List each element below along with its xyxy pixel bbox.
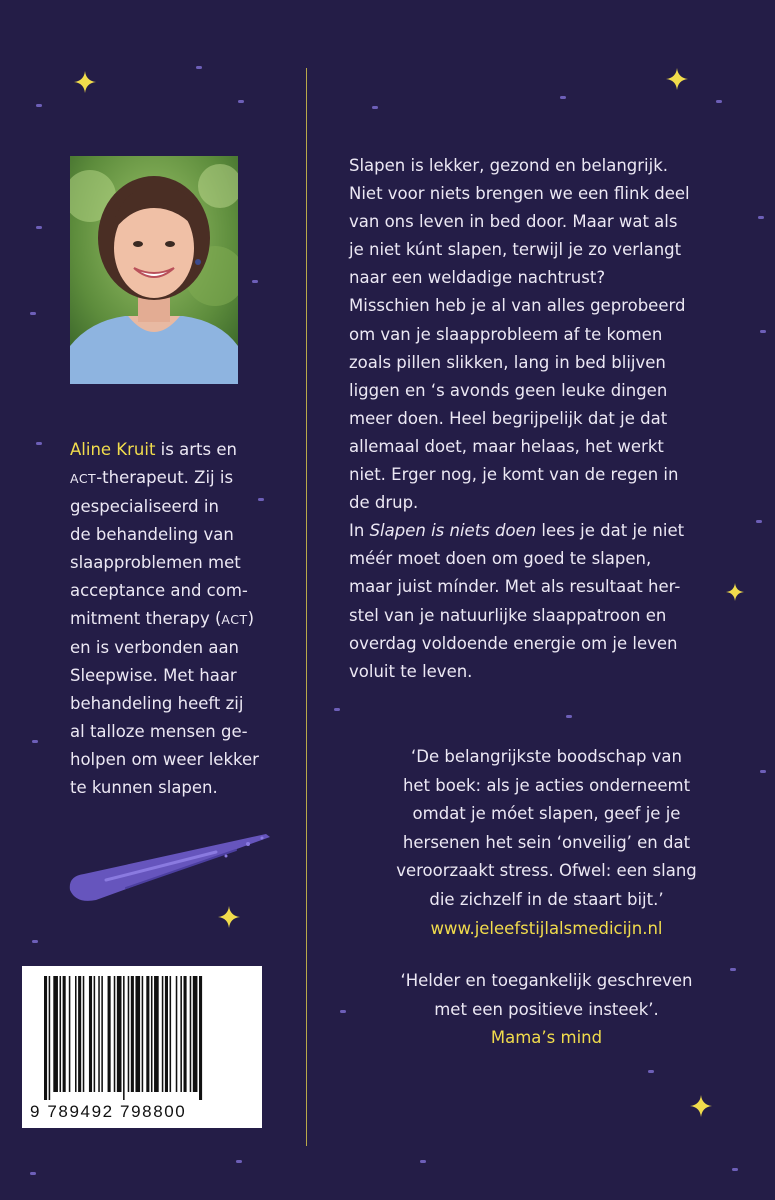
quote-source: Mama’s mind — [490, 1028, 603, 1048]
review-quote-1 — [349, 743, 744, 943]
bio-line: Sleepwise. Met haar — [70, 666, 237, 685]
sky-speck — [30, 1172, 36, 1175]
barcode-bar — [184, 976, 187, 1092]
sky-speck — [36, 104, 42, 107]
sky-speck — [236, 1160, 242, 1163]
author-name: Aline Kruit — [70, 440, 156, 459]
barcode-bar — [180, 976, 182, 1092]
barcode-bar — [78, 976, 81, 1092]
book-blurb — [349, 152, 744, 686]
blurb-line: Misschien heb je al van alles geprobeerd — [349, 296, 686, 316]
sky-speck — [30, 312, 36, 315]
blurb-line: je niet kúnt slapen, terwijl je zo verlangt — [349, 240, 682, 260]
bio-line: gespecialiseerd in — [70, 497, 219, 516]
blurb-line — [349, 517, 744, 545]
barcode-bar — [131, 976, 134, 1092]
sky-speck — [760, 330, 766, 333]
sky-speck — [32, 740, 38, 743]
blurb-line: naar een weldadige nachtrust? — [349, 268, 606, 288]
sky-speck — [420, 1160, 426, 1163]
barcode-bar — [44, 976, 47, 1100]
sky-speck — [238, 100, 244, 103]
blurb-line: overdag voldoende energie om je leven — [349, 633, 678, 653]
sparkle-star-icon — [218, 906, 240, 928]
blurb-line: maar juist mínder. Met als resultaat her- — [349, 577, 681, 597]
bio-line: acceptance and com- — [70, 581, 248, 600]
blurb-line: stel van je natuurlijke slaappatroon en — [349, 605, 667, 625]
blurb-line: om van je slaapprobleem af te komen — [349, 324, 663, 344]
barcode-bars — [22, 966, 262, 1100]
sky-speck — [732, 1168, 738, 1171]
bio-line: holpen om weer lekker — [70, 750, 259, 769]
bio-text: ) — [247, 609, 255, 628]
blurb-line: Niet voor niets brengen we een flink deel — [349, 184, 690, 204]
shooting-comet-icon — [66, 830, 278, 904]
blurb-line: Slapen is lekker, gezond en belangrijk. — [349, 156, 669, 175]
sky-speck — [566, 715, 572, 718]
barcode-bar — [135, 976, 140, 1092]
barcode-bar — [69, 976, 71, 1092]
quote-line: omdat je móet slapen, geef je je — [412, 804, 681, 824]
quote-line: die zichzelf in de staart bijt.’ — [429, 889, 664, 909]
barcode-bar — [49, 976, 51, 1100]
bio-line: de behandeling van — [70, 525, 234, 544]
isbn-barcode — [22, 966, 262, 1128]
quote-line: het boek: als je acties onderneemt — [402, 775, 691, 795]
barcode-bar — [94, 976, 96, 1092]
sky-speck — [560, 96, 566, 99]
blurb-paragraph-1 — [349, 152, 744, 517]
blurb-line: meer doen. Heel begrijpelijk dat je dat — [349, 408, 668, 428]
column-divider — [306, 68, 307, 1146]
quote-line: met een positieve insteek’. — [434, 999, 659, 1019]
sky-speck — [760, 770, 766, 773]
blurb-line: méér moet doen om goed te slapen, — [349, 549, 652, 569]
barcode-bar — [151, 976, 153, 1092]
barcode-bar — [193, 976, 198, 1092]
barcode-bar — [176, 976, 178, 1092]
quote-line: hersenen het sein ‘onveilig’ en dat — [402, 832, 691, 852]
barcode-bar — [199, 976, 202, 1100]
bio-line: al talloze mensen ge- — [70, 722, 248, 741]
barcode-bar — [117, 976, 122, 1092]
bio-text: -therapeut. Zij is — [96, 468, 234, 487]
barcode-bar — [123, 976, 125, 1100]
act-abbreviation: ACT — [70, 471, 97, 486]
blurb-line: allemaal doet, maar helaas, het werkt — [349, 436, 664, 456]
barcode-bar — [108, 976, 111, 1092]
barcode-bar — [53, 976, 58, 1092]
barcode-bar — [101, 976, 103, 1092]
sky-speck — [32, 940, 38, 943]
barcode-bar — [83, 976, 85, 1092]
barcode-bar — [128, 976, 130, 1092]
blurb-paragraph-2 — [349, 545, 744, 685]
bio-line — [70, 605, 280, 634]
bio-line — [70, 464, 280, 493]
sky-speck — [372, 106, 378, 109]
barcode-bar — [89, 976, 92, 1092]
book-title-italic: Slapen is niets doen — [369, 521, 537, 541]
barcode-bar — [165, 976, 168, 1092]
bio-line: te kunnen slapen. — [70, 778, 218, 797]
barcode-bar — [98, 976, 100, 1092]
barcode-bar — [154, 976, 159, 1092]
sky-speck — [196, 66, 202, 69]
sky-speck — [648, 1070, 654, 1073]
bio-text: mitment therapy ( — [70, 609, 222, 628]
blurb-line: van ons leven in bed door. Maar wat als — [349, 212, 678, 232]
blurb-line: liggen en ‘s avonds geen leuke dingen — [349, 380, 668, 400]
barcode-bar — [114, 976, 116, 1092]
sky-speck — [758, 216, 764, 219]
quote-line: veroorzaakt stress. Ofwel: een slang — [396, 861, 697, 881]
bio-line: en is verbonden aan — [70, 638, 240, 657]
barcode-bar — [63, 976, 66, 1092]
bio-text: is arts en — [155, 440, 237, 459]
blurb-line: zoals pillen slikken, lang in bed blijven — [349, 352, 666, 372]
blurb-text: In — [349, 521, 370, 541]
quote-line: ‘De belangrijkste boodschap van — [411, 747, 682, 766]
bio-line: behandeling heeft zij — [70, 694, 244, 713]
quote-line: ‘Helder en toegankelijk geschreven — [400, 971, 693, 990]
sparkle-star-icon — [666, 68, 688, 90]
isbn-number: 9 789492 798800 — [30, 1102, 187, 1121]
sky-speck — [756, 520, 762, 523]
sparkle-star-icon — [690, 1095, 712, 1117]
sky-speck — [252, 280, 258, 283]
sparkle-star-icon — [74, 71, 96, 93]
author-bio — [70, 436, 280, 802]
barcode-bar — [170, 976, 172, 1092]
barcode-bar — [162, 976, 164, 1092]
review-quote-2 — [349, 967, 744, 1053]
barcode-bar — [146, 976, 149, 1092]
blurb-line: niet. Erger nog, je komt van de regen in — [349, 465, 679, 485]
barcode-bar — [75, 976, 77, 1092]
sky-speck — [36, 442, 42, 445]
blurb-line: voluit te leven. — [349, 661, 473, 681]
bio-line — [70, 436, 280, 464]
sky-speck — [340, 1010, 346, 1013]
sky-speck — [334, 708, 340, 711]
bio-line: slaapproblemen met — [70, 553, 241, 572]
barcode-bar — [190, 976, 192, 1092]
blurb-text: lees je dat je niet — [536, 521, 685, 541]
act-abbreviation: ACT — [221, 612, 248, 627]
sky-speck — [716, 100, 722, 103]
barcode-bar — [142, 976, 144, 1092]
blurb-line: de drup. — [349, 493, 419, 513]
quote-source: www.jeleefstijlalsmedicijn.nl — [430, 918, 663, 938]
barcode-bar — [60, 976, 62, 1092]
sky-speck — [36, 226, 42, 229]
author-photo — [70, 156, 238, 384]
